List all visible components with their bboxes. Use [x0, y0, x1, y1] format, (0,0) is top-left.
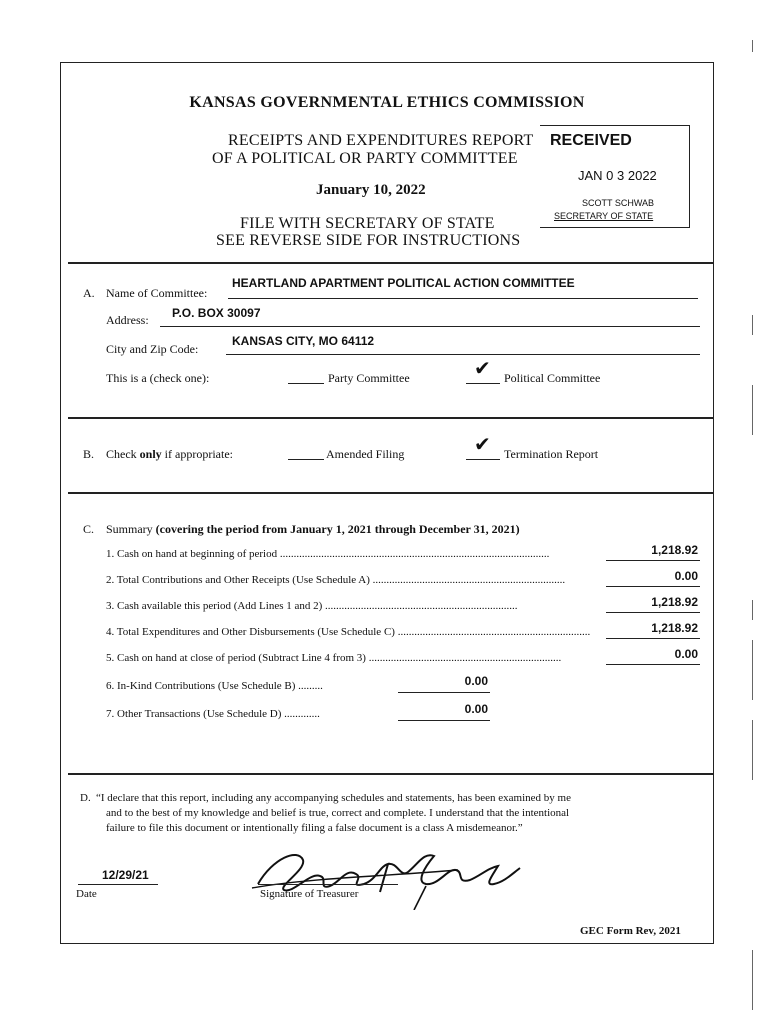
inkind-value: 0.00 — [464, 674, 488, 688]
inkind-label: 6. In-Kind Contributions (Use Schedule B) ......... — [106, 680, 323, 692]
summary-line-2-underline — [606, 586, 700, 587]
summary-line-3-underline — [606, 612, 700, 613]
declaration-line-1: “I declare that this report, including any accompanying schedules and statements, has been examined by me — [96, 792, 571, 804]
address-label: Address: — [106, 313, 149, 327]
report-title-line1: RECEIPTS AND EXPENDITURES REPORT — [228, 132, 534, 149]
signature-label: Signature of Treasurer — [260, 888, 359, 900]
committee-type-label: This is a (check one): — [106, 371, 210, 385]
political-committee-label: Political Committee — [504, 371, 601, 385]
file-with-line: FILE WITH SECRETARY OF STATE — [240, 215, 495, 232]
summary-line-5-underline — [606, 664, 700, 665]
city-zip-value: KANSAS CITY, MO 64112 — [232, 334, 375, 348]
form-revision: GEC Form Rev, 2021 — [580, 925, 681, 937]
scan-edge-mark — [752, 40, 753, 52]
scan-edge-mark — [752, 950, 753, 1010]
date-underline — [78, 884, 158, 885]
section-c-letter: C. — [83, 522, 95, 536]
section-d-letter: D. — [80, 792, 91, 804]
signature-underline — [258, 884, 398, 885]
summary-line-3-value: 1,218.92 — [651, 595, 698, 609]
amended-checkbox-line[interactable] — [288, 459, 324, 460]
other-transactions-label: 7. Other Transactions (Use Schedule D) ............. — [106, 708, 320, 720]
section-divider — [68, 773, 714, 775]
scan-edge-mark — [752, 720, 753, 780]
committee-name-line — [228, 298, 698, 299]
address-value: P.O. BOX 30097 — [172, 306, 261, 320]
stamp-title: SECRETARY OF STATE — [554, 211, 654, 221]
scan-edge-mark — [752, 640, 753, 700]
section-a-letter: A. — [83, 286, 95, 300]
instructions-line: SEE REVERSE SIDE FOR INSTRUCTIONS — [216, 232, 521, 249]
stamp-name: SCOTT SCHWAB — [582, 198, 655, 208]
section-divider — [68, 262, 714, 264]
section-b-letter: B. — [83, 447, 95, 461]
termination-check-mark: ✔ — [474, 434, 491, 456]
stamp-received: RECEIVED — [550, 132, 632, 149]
committee-name-label: Name of Committee: — [106, 286, 208, 300]
summary-label: Summary (covering the period from January 1, 2021 through December 31, 2021) — [106, 522, 520, 536]
declaration-line-3: failure to file this document or intentionally filing a false document is a class A misdemeanor.” — [106, 822, 523, 834]
declaration-line-2: and to the best of my knowledge and belief is true, correct and complete. I understand that the intentional — [106, 807, 570, 819]
report-date: January 10, 2022 — [316, 182, 426, 198]
summary-line-5-label: 5. Cash on hand at close of period (Subtract Line 4 from 3) ...................................................................... — [106, 652, 562, 664]
political-check-mark: ✔ — [474, 358, 491, 380]
scan-edge-mark — [752, 600, 753, 620]
report-title-line2: OF A POLITICAL OR PARTY COMMITTEE — [212, 150, 518, 167]
scan-edge-mark — [752, 385, 753, 435]
received-stamp — [540, 125, 690, 228]
address-line — [160, 326, 700, 327]
summary-line-1-label: 1. Cash on hand at beginning of period .................................................................................................. — [106, 548, 550, 560]
termination-checkbox-line[interactable] — [466, 459, 500, 460]
summary-line-1-value: 1,218.92 — [651, 543, 698, 557]
summary-line-2-label: 2. Total Contributions and Other Receipts (Use Schedule A) ...................................................................... — [106, 574, 566, 586]
stamp-date: JAN 0 3 2022 — [578, 168, 657, 183]
summary-line-1-underline — [606, 560, 700, 561]
scan-edge-mark — [752, 315, 753, 335]
agency-title: KANSAS GOVERNMENTAL ETHICS COMMISSION — [189, 94, 585, 111]
party-checkbox-line[interactable] — [288, 383, 324, 384]
date-label: Date — [76, 888, 97, 900]
check-only-label: Check only if appropriate: — [106, 447, 233, 461]
political-checkbox-line[interactable] — [466, 383, 500, 384]
date-value: 12/29/21 — [102, 868, 149, 882]
summary-line-5-value: 0.00 — [674, 647, 698, 661]
summary-line-3-label: 3. Cash available this period (Add Lines 1 and 2) ...................................................................... — [106, 600, 518, 612]
termination-report-label: Termination Report — [504, 447, 599, 461]
committee-name-value: HEARTLAND APARTMENT POLITICAL ACTION COMMITTEE — [232, 276, 575, 290]
city-zip-label: City and Zip Code: — [106, 342, 199, 356]
other-transactions-value: 0.00 — [464, 702, 488, 716]
other-transactions-underline — [398, 720, 490, 721]
amended-filing-label: Amended Filing — [326, 447, 405, 461]
summary-line-4-label: 4. Total Expenditures and Other Disbursements (Use Schedule C) ...................................................................... — [106, 626, 591, 638]
summary-line-4-value: 1,218.92 — [651, 621, 698, 635]
section-divider — [68, 417, 714, 419]
summary-line-2-value: 0.00 — [674, 569, 698, 583]
city-zip-line — [226, 354, 700, 355]
inkind-underline — [398, 692, 490, 693]
summary-line-4-underline — [606, 638, 700, 639]
party-committee-label: Party Committee — [328, 371, 410, 385]
section-divider — [68, 492, 714, 494]
